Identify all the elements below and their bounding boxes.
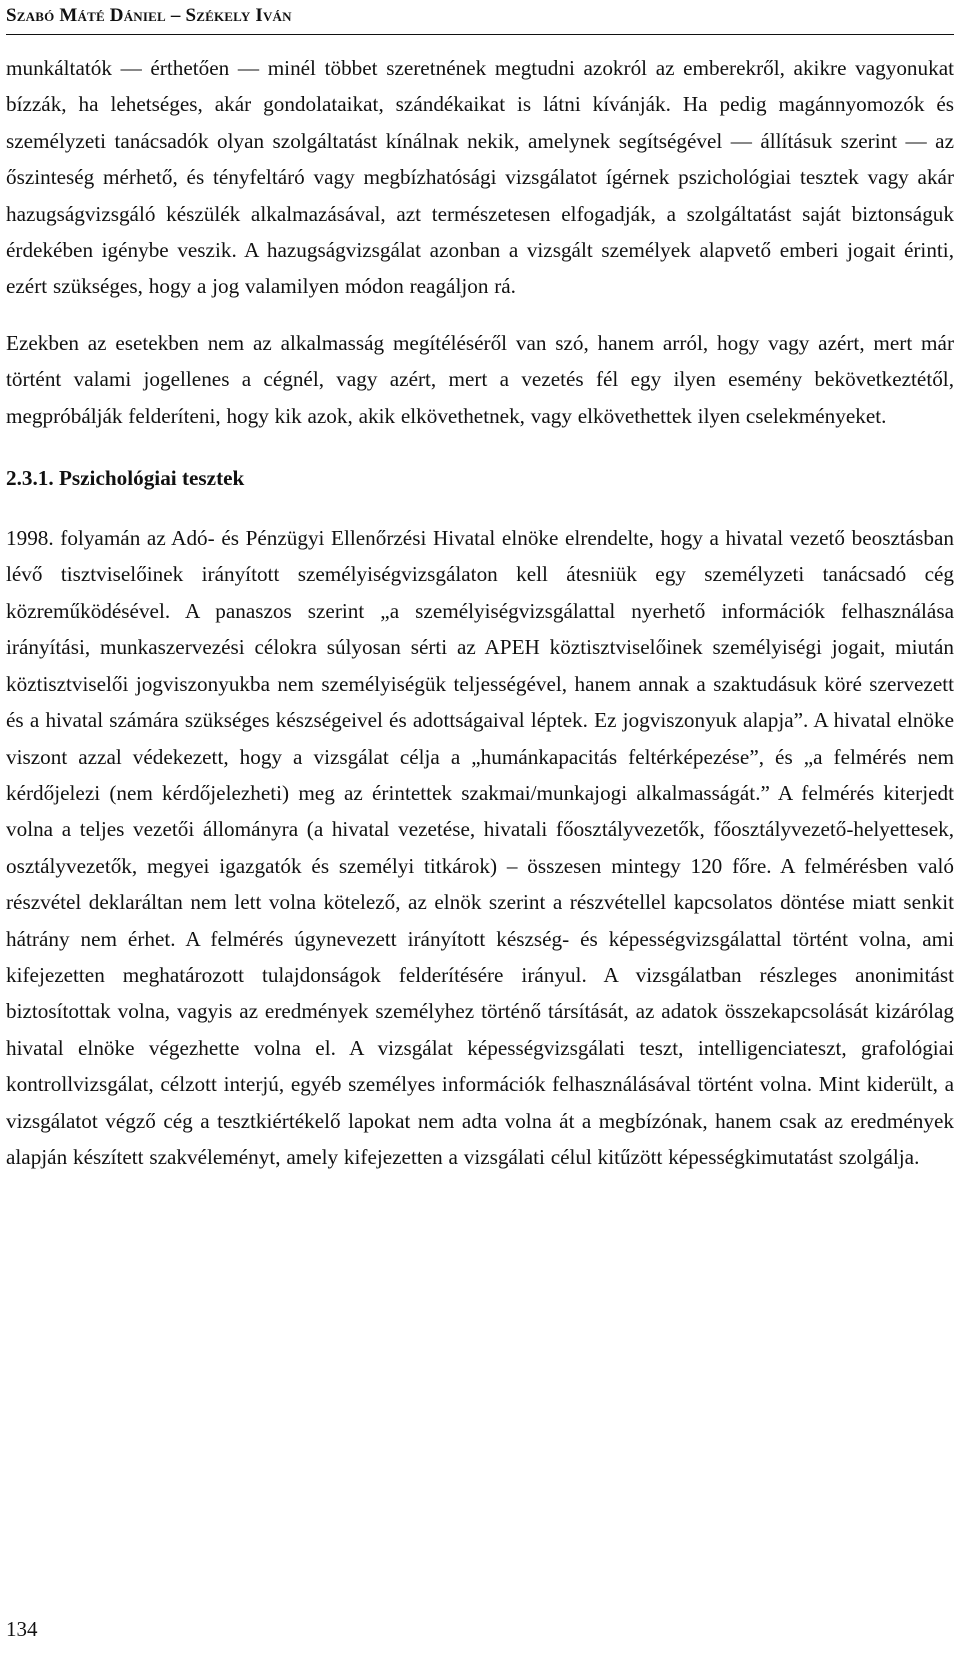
paragraph-employers-lie-detection: munkáltatók — érthetően — minél többet szeretnének megtudni azokról az emberekről, akikre vagyonukat bízzák, ha lehetséges, akár gondolataikat, szándékaikat is látni kívánják. Ha pedig magánnyomozók és személyzeti tanácsadók olyan szolgáltatást kínálnak nekik, amelynek segítségével — állításuk szerint — az őszinteség mérhető, és tényfeltáró vagy megbízhatósági vizsgálatot ígérnek pszichológiai tesztek vagy akár hazugságvizsgáló készülék alkalmazásával, azt természetesen elfogadják, a szolgáltatást saját biztonságuk érdekében igénybe veszik. A hazugságvizsgálat azonban a vizsgált személyek alapvető emberi jogait érinti, ezért szükséges, hogy a jog valamilyen módon reagáljon rá. (6, 56, 954, 299)
paragraph-suspicion-cases: Ezekben az esetekben nem az alkalmasság megítéléséről van szó, hanem arról, hogy vagy azért, mert már történt valami jogellenes a cégnél, vagy azért, mert a vezetés fél egy ilyen esemény bekövetkeztétől, megpróbálják felderíteni, hogy kik azok, akik elkövethetnek, vagy elkövethettek ilyen cselekményeket. (6, 330, 954, 428)
paragraph-apeh-case: 1998. folyamán az Adó- és Pénzügyi Ellenőrzési Hivatal elnöke elrendelte, hogy a hivatal vezető beosztásban lévő tisztviselőinek irányított személyiségvizsgálaton kell átesniük egy személyzeti tanácsadó cég közreműködésével. A panaszos szerint „a személyiségvizsgálattal nyerhető információk felhasználása irányítási, munkaszervezési célokra súlyosan sérti az APEH köztisztviselőinek személyiségi jogait, miután köztisztviselői jogviszonyukba nem személyiségük teljességével, hanem annak a szaktudásuk köré szervezett és a hivatal számára szükséges készségeivel és adottságaival léptek. Ez jogviszonyuk alapja”. A hivatal elnöke viszont azzal védekezett, hogy a vizsgálat célja a „humánkapacitás feltérképezése”, és „a felmérés nem kérdőjelezi (nem kérdőjelezheti) meg az érintettek szakmai/munkajogi alkalmasságát.” A felmérés kiterjedt volna a teljes vezetői állományra (a hivatal vezetése, hivatali főosztályvezetők, főosztályvezető-helyettesek, osztályvezetők, megyei igazgatók és személyi titkárok) – összesen mintegy 120 főre. A felmérésben való részvétel deklaráltan nem lett volna kötelező, az elnök szerint a részvétellel kapcsolatos döntése miatt senkit hátrány nem érhet. A felmérés úgynevezett irányított készség- és képességvizsgálattal történt volna, ami kifejezetten meghatározott tulajdonságok felderítésére irányul. A vizsgálatban részleges anonimitást biztosítottak volna, vagyis az eredmények személyhez történő társítását, az adatok összekapcsolását kizárólag hivatal elnöke végezhette volna el. A vizsgálat képességvizsgálati teszt, intelligenciateszt, grafológiai kontrollvizsgálat, célzott interjú, egyéb személyes információk felhasználásával történt volna. Mint kiderült, a vizsgálatot végző cég a tesztkiértékelő lapokat nem adta volna át a megbízónak, hanem csak az eredmények alapján készített szakvéleményt, amely kifejezetten a vizsgálati célul kitűzött képességkimutatást szolgálja. (6, 526, 954, 1169)
running-header (6, 4, 954, 35)
page-number: 134 (6, 1617, 38, 1641)
page-body (6, 50, 954, 1175)
running-header-title: Szabó Máté Dániel – Székely Iván (6, 5, 292, 26)
section-heading: 2.3.1. Pszichológiai tesztek (6, 466, 245, 491)
